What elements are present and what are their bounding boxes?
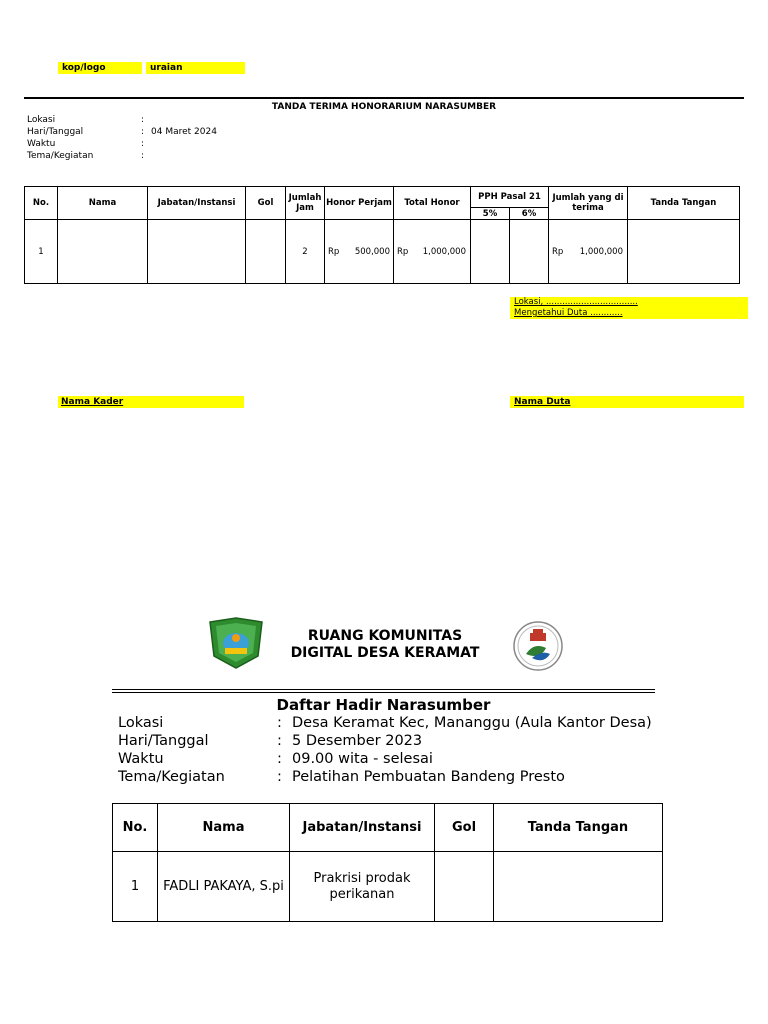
info2-value-hari-tanggal: 5 Desember 2023 bbox=[292, 733, 423, 749]
info2-value-waktu: 09.00 wita - selesai bbox=[292, 751, 433, 767]
th-no: No. bbox=[25, 187, 58, 220]
sign-block bbox=[510, 297, 748, 319]
nama-kader-label: Nama Kader bbox=[58, 396, 244, 408]
cell2-ttd bbox=[494, 852, 663, 922]
bottom-info bbox=[118, 714, 652, 786]
info-value-hari-tanggal: 04 Maret 2024 bbox=[151, 127, 217, 137]
table-row bbox=[113, 852, 663, 922]
th-jumlah-diterima: Jumlah yang di terima bbox=[549, 187, 628, 220]
honor-table bbox=[24, 186, 740, 284]
th-pph-5: 5% bbox=[471, 208, 510, 220]
currency-label: Rp bbox=[397, 246, 409, 257]
total-value: 1,000,000 bbox=[422, 246, 466, 257]
cell-pph6 bbox=[510, 220, 549, 284]
cell-no: 1 bbox=[25, 220, 58, 284]
info2-value-tema: Pelatihan Pembuatan Bandeng Presto bbox=[292, 769, 565, 785]
colon: : bbox=[277, 733, 282, 749]
regional-emblem-icon bbox=[207, 616, 265, 670]
th-nama: Nama bbox=[58, 187, 148, 220]
cell-honor bbox=[325, 220, 394, 284]
kominfo-logo-icon bbox=[512, 620, 564, 672]
attendance-table bbox=[112, 803, 663, 922]
cell2-jabatan: Prakrisi prodak perikanan bbox=[290, 852, 435, 922]
th2-no: No. bbox=[113, 804, 158, 852]
th-total-honor: Total Honor bbox=[394, 187, 471, 220]
th-jumlah-jam: Jumlah Jam bbox=[286, 187, 325, 220]
th-gol: Gol bbox=[246, 187, 286, 220]
info2-label-tema: Tema/Kegiatan bbox=[118, 769, 225, 785]
info-label-tema: Tema/Kegiatan bbox=[27, 151, 94, 161]
cell-jam: 2 bbox=[286, 220, 325, 284]
cell-ttd bbox=[628, 220, 740, 284]
th-jabatan: Jabatan/Instansi bbox=[148, 187, 246, 220]
table-row bbox=[25, 220, 740, 284]
info2-value-lokasi: Desa Keramat Kec, Mananggu (Aula Kantor Desa) bbox=[292, 715, 652, 731]
honor-value: 500,000 bbox=[354, 246, 390, 257]
info-label-hari-tanggal: Hari/Tanggal bbox=[27, 127, 84, 137]
info2-label-lokasi: Lokasi bbox=[118, 715, 164, 731]
mengetahui-duta: Mengetahui Duta ............ bbox=[514, 308, 623, 318]
double-rule-top bbox=[112, 689, 655, 690]
top-title: TANDA TERIMA HONORARIUM NARASUMBER bbox=[271, 102, 497, 112]
th-pph-6: 6% bbox=[510, 208, 549, 220]
cell-total bbox=[394, 220, 471, 284]
th2-nama: Nama bbox=[158, 804, 290, 852]
currency-label: Rp bbox=[552, 246, 564, 257]
cell-jabatan bbox=[148, 220, 246, 284]
bottom-title: Daftar Hadir Narasumber bbox=[276, 696, 491, 714]
th2-gol: Gol bbox=[435, 804, 494, 852]
uraian-label: uraian bbox=[146, 62, 245, 74]
currency-label: Rp bbox=[328, 246, 340, 257]
lokasi-sign: Lokasi, .................................. bbox=[514, 297, 638, 307]
info2-label-waktu: Waktu bbox=[118, 751, 164, 767]
cell2-gol bbox=[435, 852, 494, 922]
th2-jabatan: Jabatan/Instansi bbox=[290, 804, 435, 852]
cell-pph5 bbox=[471, 220, 510, 284]
diterima-value: 1,000,000 bbox=[579, 246, 623, 257]
colon: : bbox=[141, 127, 145, 137]
colon: : bbox=[277, 751, 282, 767]
info2-label-hari-tanggal: Hari/Tanggal bbox=[118, 733, 209, 749]
colon: : bbox=[141, 115, 145, 125]
cell-nama bbox=[58, 220, 148, 284]
info-label-waktu: Waktu bbox=[27, 139, 56, 149]
th2-tanda-tangan: Tanda Tangan bbox=[494, 804, 663, 852]
top-info bbox=[27, 114, 217, 162]
info-label-lokasi: Lokasi bbox=[27, 115, 56, 125]
th-tanda-tangan: Tanda Tangan bbox=[628, 187, 740, 220]
org-line-2: DIGITAL DESA KERAMAT bbox=[290, 645, 480, 661]
colon: : bbox=[277, 769, 282, 785]
th-honor-perjam: Honor Perjam bbox=[325, 187, 394, 220]
org-name bbox=[270, 628, 500, 662]
nama-duta-label: Nama Duta bbox=[510, 396, 744, 408]
org-line-1: RUANG KOMUNITAS bbox=[307, 628, 463, 644]
cell2-no: 1 bbox=[113, 852, 158, 922]
cell-diterima bbox=[549, 220, 628, 284]
colon: : bbox=[141, 139, 145, 149]
th-pph: PPH Pasal 21 bbox=[471, 187, 549, 208]
cell2-nama: FADLI PAKAYA, S.pi bbox=[158, 852, 290, 922]
kop-logo-label: kop/logo bbox=[58, 62, 142, 74]
colon: : bbox=[277, 715, 282, 731]
header-rule bbox=[24, 97, 744, 99]
cell-gol bbox=[246, 220, 286, 284]
colon: : bbox=[141, 151, 145, 161]
double-rule-bottom bbox=[112, 692, 655, 693]
